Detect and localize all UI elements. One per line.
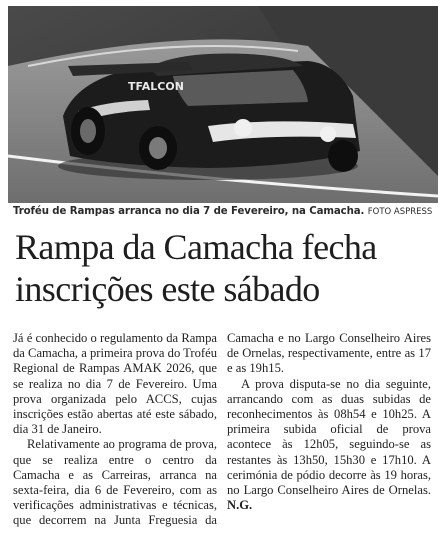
race-car	[58, 54, 360, 180]
article-body	[13, 331, 431, 531]
race-car-illustration	[8, 6, 438, 203]
rear-wheel-rim	[80, 119, 96, 143]
front-left-wheel-rim	[149, 137, 167, 159]
left-headlight	[234, 119, 252, 137]
body-paragraph-3-text: A prova disputa-se no dia seguinte, arrancando com as duas subidas de reconhecimentos às 08h54 e 10h25. A primeira subida oficial de prova acontece às 12h05, seguindo-se as restantes às 13h50, 15h30 e 17h10. A cerimónia de pódio decorre às 19 horas, no Largo Conselheiro Aires de Ornelas.	[227, 376, 431, 498]
headline-line-2: inscrições este sábado	[15, 269, 320, 309]
body-paragraph-2: Relativamente ao programa de prova, que se realiza entre o centro da Camacha e as Carreiras, arranca na sexta-feira, dia 6 de Fevereiro, com as verificações administrativas e técnicas, que decorrem na Junta Freguesia da Camacha e no Largo Conselheiro Aires de Ornelas, respectivamente, entre as 17 e as 19h15.	[13, 331, 431, 528]
headline-line-1: Rampa da Camacha fecha	[15, 227, 377, 267]
car-front-brand: TFALCON	[248, 142, 299, 153]
caption-text: Troféu de Rampas arranca no dia 7 de Fevereiro, na Camacha.	[13, 206, 365, 217]
right-headlight	[320, 126, 336, 142]
windshield	[173, 70, 308, 106]
race-car-photo	[8, 6, 438, 203]
body-paragraph-1: Já é conhecido o regulamento da Rampa da Camacha, a primeira prova do Troféu Regional de Rampas AMAK 2026, que se realiza no dia 7 de Fevereiro. Uma prova organizada pelo ACCS, cujas inscrições estão abertas até este sábado, dia 31 de Janeiro.	[13, 331, 217, 437]
front-right-wheel	[328, 140, 358, 172]
car-side-brand: TFALCON	[128, 80, 184, 93]
photo-caption	[13, 205, 441, 219]
body-paragraph-3	[227, 377, 431, 514]
article-headline	[15, 226, 435, 310]
author-signature: N.G.	[227, 498, 253, 513]
photo-credit: FOTO ASPRESS	[367, 207, 433, 217]
